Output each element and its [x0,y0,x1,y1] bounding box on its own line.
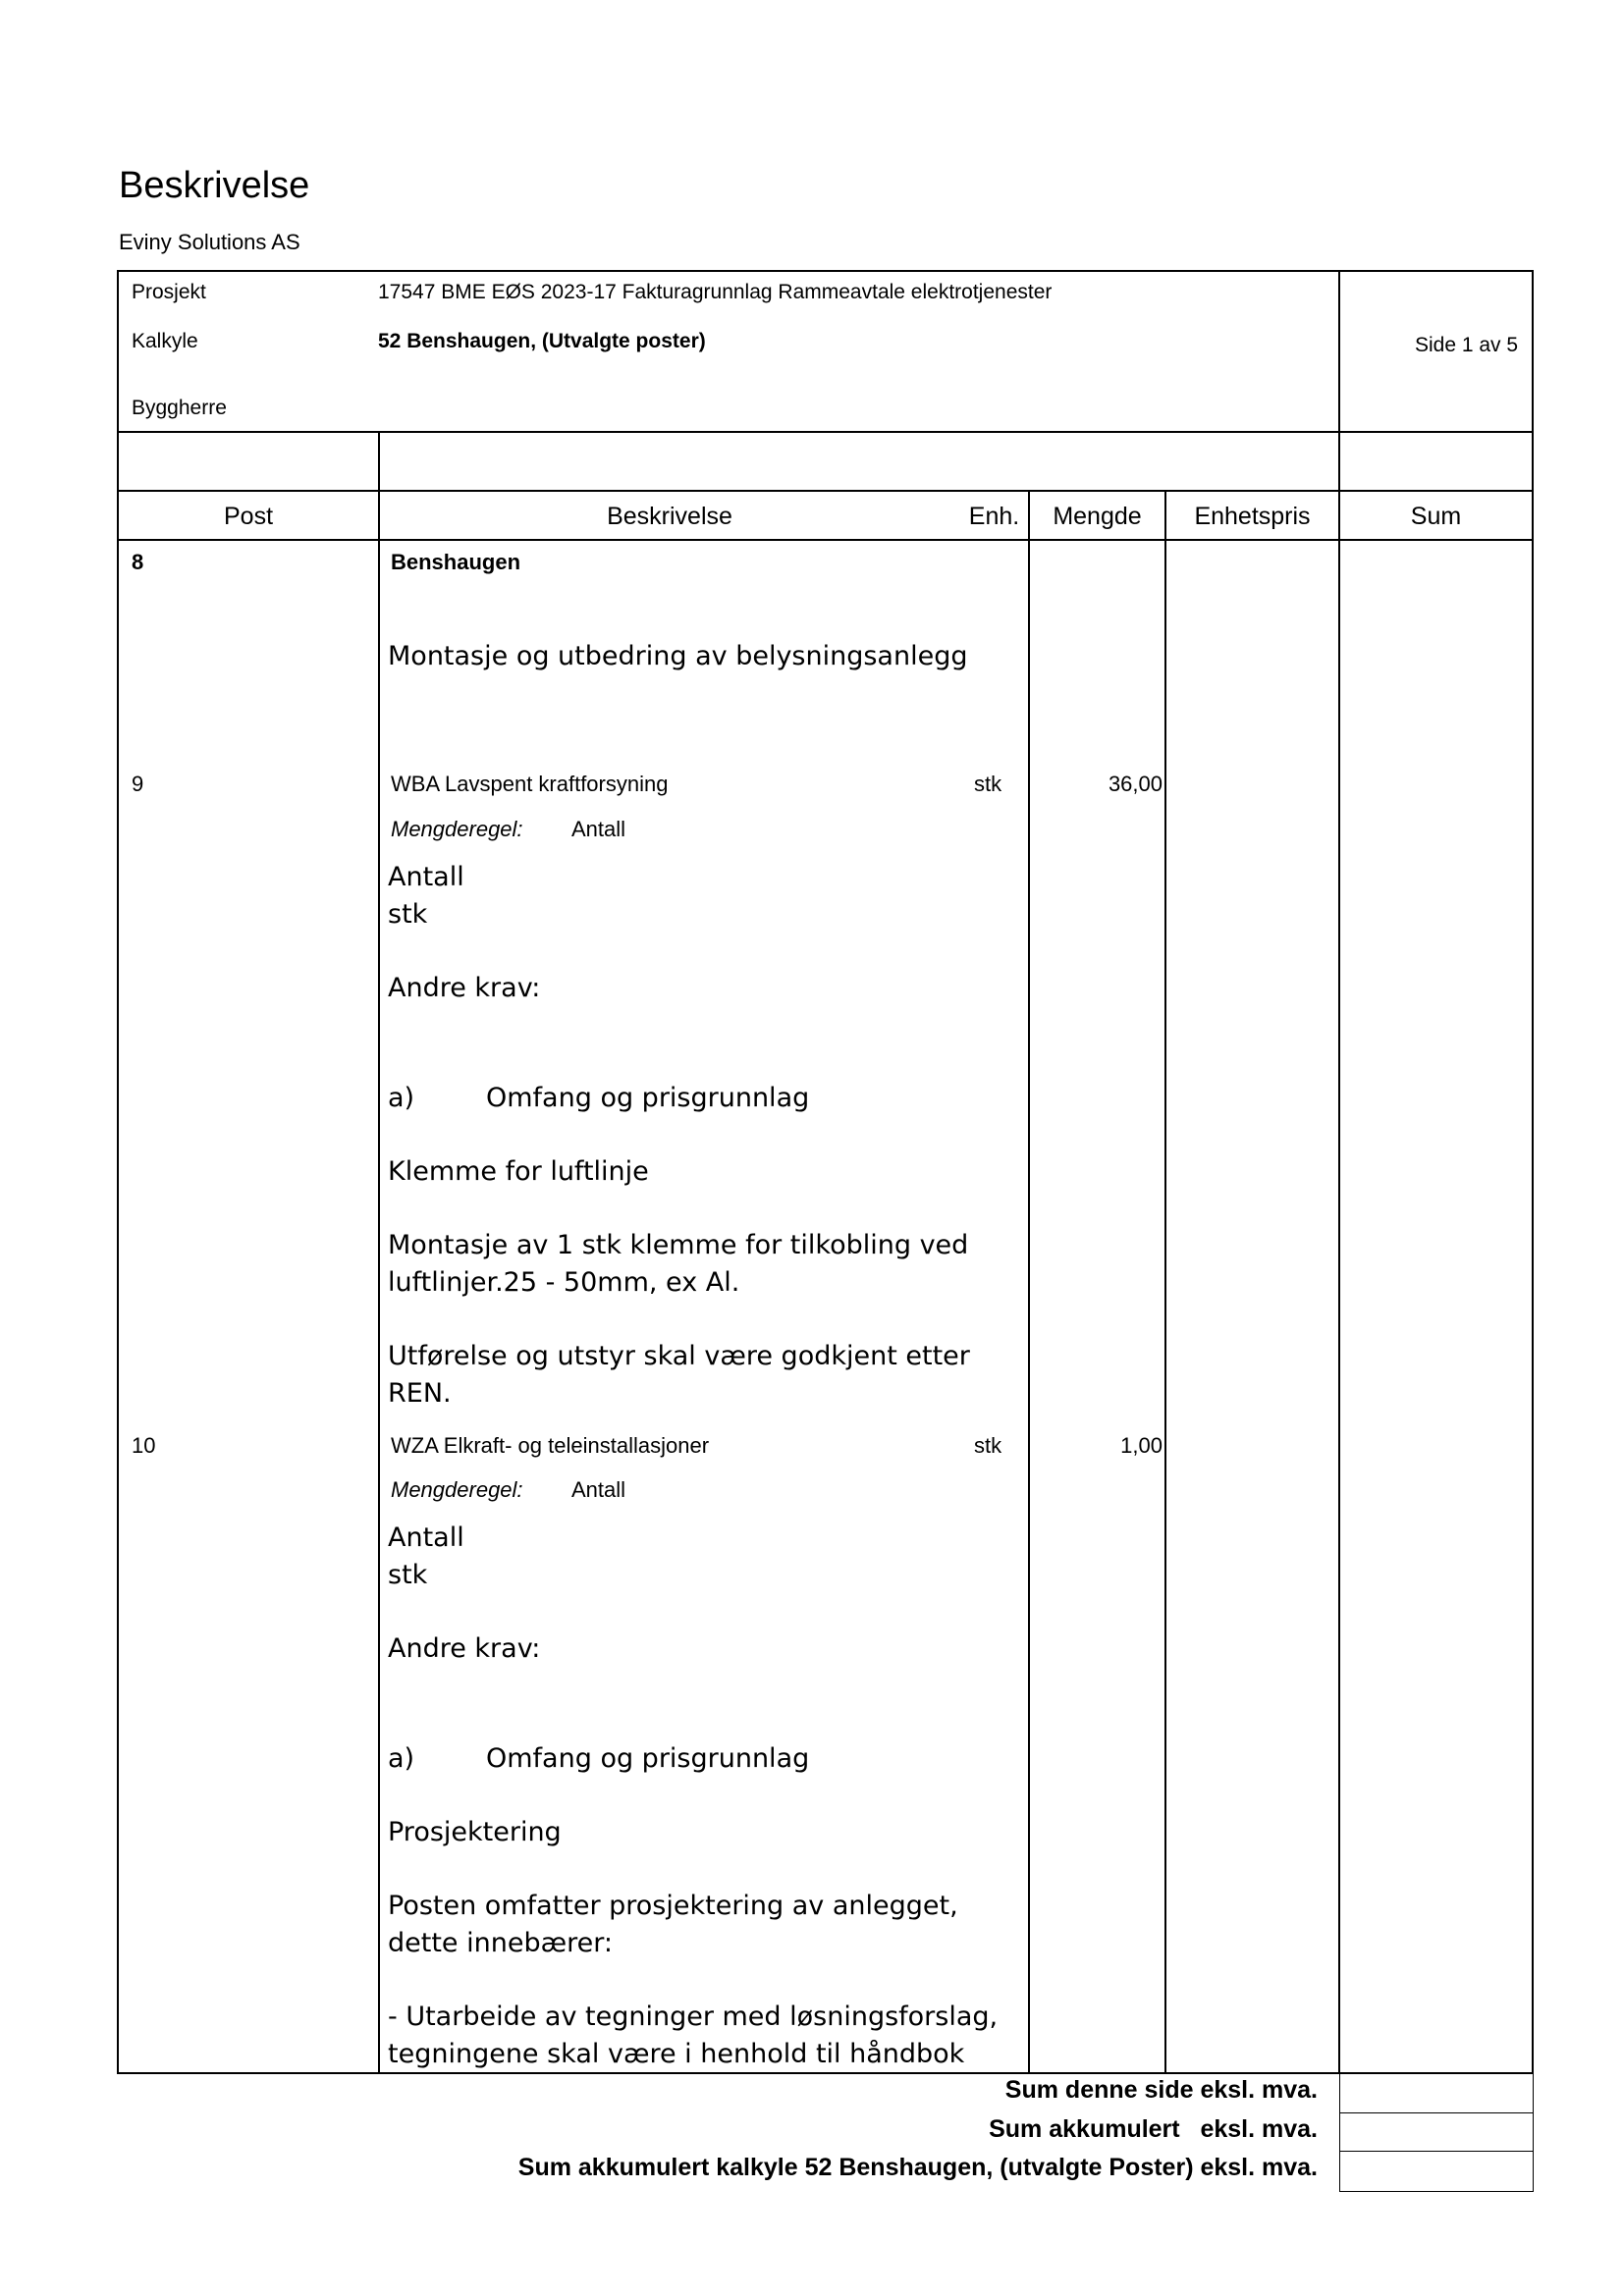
kalkyle-label: Kalkyle [132,330,198,352]
item-text-line: stk [388,1560,428,1590]
item-unit: stk [974,1433,1002,1458]
mengde-enhetspris-divider [1164,490,1166,2073]
item-text-line: tegningene skal være i henhold til håndbok [388,2039,965,2069]
sum-akkumulert-label: Sum akkumulert eksl. mva. [989,2115,1318,2143]
item-text-line: Klemme for luftlinje [388,1156,649,1187]
sum-kalkyle-label: Sum akkumulert kalkyle 52 Benshaugen, (utvalgte Poster) eksl. mva. [517,2154,1318,2181]
column-header-post: Post [223,503,274,530]
byggherre-label: Byggherre [132,397,227,419]
item-text-line: Andre krav: [388,1633,541,1664]
item-text-line: Prosjektering [388,1817,562,1847]
sum-side-box [1339,2072,1534,2113]
item-post-number: 10 [132,1433,156,1458]
column-header-bottom [117,539,1534,541]
prosjekt-value: 17547 BME EØS 2023-17 Fakturagrunnlag Rammeavtale elektrotjenester [378,281,1053,303]
item-unit: stk [974,772,1002,796]
table-bottom-border [117,2072,1534,2074]
enh-mengde-divider [1028,490,1030,2073]
item-text-line: Posten omfatter prosjektering av anlegget, [388,1891,958,1921]
item-rule-label: Mengderegel: [391,1477,523,1502]
prosjekt-label: Prosjekt [132,281,206,303]
header-box-top [117,270,1534,272]
item-text-line: Montasje av 1 stk klemme for tilkobling ved [388,1230,969,1260]
item-text-line: Utførelse og utstyr skal være godkjent etter [388,1341,970,1371]
section-heading: Montasje og utbedring av belysningsanlegg [388,641,968,671]
item-text-line: Antall [388,862,464,892]
column-header-mengde: Mengde [1053,503,1142,530]
item-post-number: 9 [132,772,144,796]
item-list-marker: a) [388,1743,415,1774]
item-text-line: stk [388,899,428,930]
page-indicator: Side 1 av 5 [1415,334,1519,356]
kalkyle-value: 52 Benshaugen, (Utvalgte poster) [378,330,706,352]
column-header-beskrivelse: Beskrivelse [607,503,732,530]
section-title: Benshaugen [391,550,521,574]
empty-row-bottom [117,490,1534,492]
item-code-description: WZA Elkraft- og teleinstallasjoner [391,1433,710,1458]
item-rule-value: Antall [571,817,626,841]
company-name: Eviny Solutions AS [119,230,300,254]
column-header-enhetspris: Enhetspris [1194,503,1311,530]
item-text-line: Omfang og prisgrunnlag [486,1743,810,1774]
section-post-number: 8 [132,550,144,574]
item-rule-label: Mengderegel: [391,817,523,841]
item-quantity: 1,00 [1120,1433,1163,1458]
sum-side-label: Sum denne side eksl. mva. [1004,2076,1318,2104]
item-text-line: Antall [388,1522,464,1553]
column-header-enh: Enh. [968,503,1020,530]
sum-kalkyle-box [1339,2151,1534,2192]
item-text-line: luftlinjer.25 - 50mm, ex Al. [388,1267,740,1298]
item-quantity: 36,00 [1108,772,1163,796]
item-text-line: REN. [388,1378,452,1409]
post-column-divider [378,431,380,2073]
item-text-line: - Utarbeide av tegninger med løsningsforslag, [388,2002,999,2032]
item-text-line: dette innebærer: [388,1928,613,1958]
item-text-line: Omfang og prisgrunnlag [486,1083,810,1113]
item-text-line: Andre krav: [388,973,541,1003]
column-header-sum: Sum [1410,503,1462,530]
item-rule-value: Antall [571,1477,626,1502]
item-code-description: WBA Lavspent kraftforsyning [391,772,669,796]
header-box-bottom [117,431,1534,433]
document-title: Beskrivelse [119,165,310,206]
item-list-marker: a) [388,1083,415,1113]
sum-akkumulert-box [1339,2112,1534,2152]
